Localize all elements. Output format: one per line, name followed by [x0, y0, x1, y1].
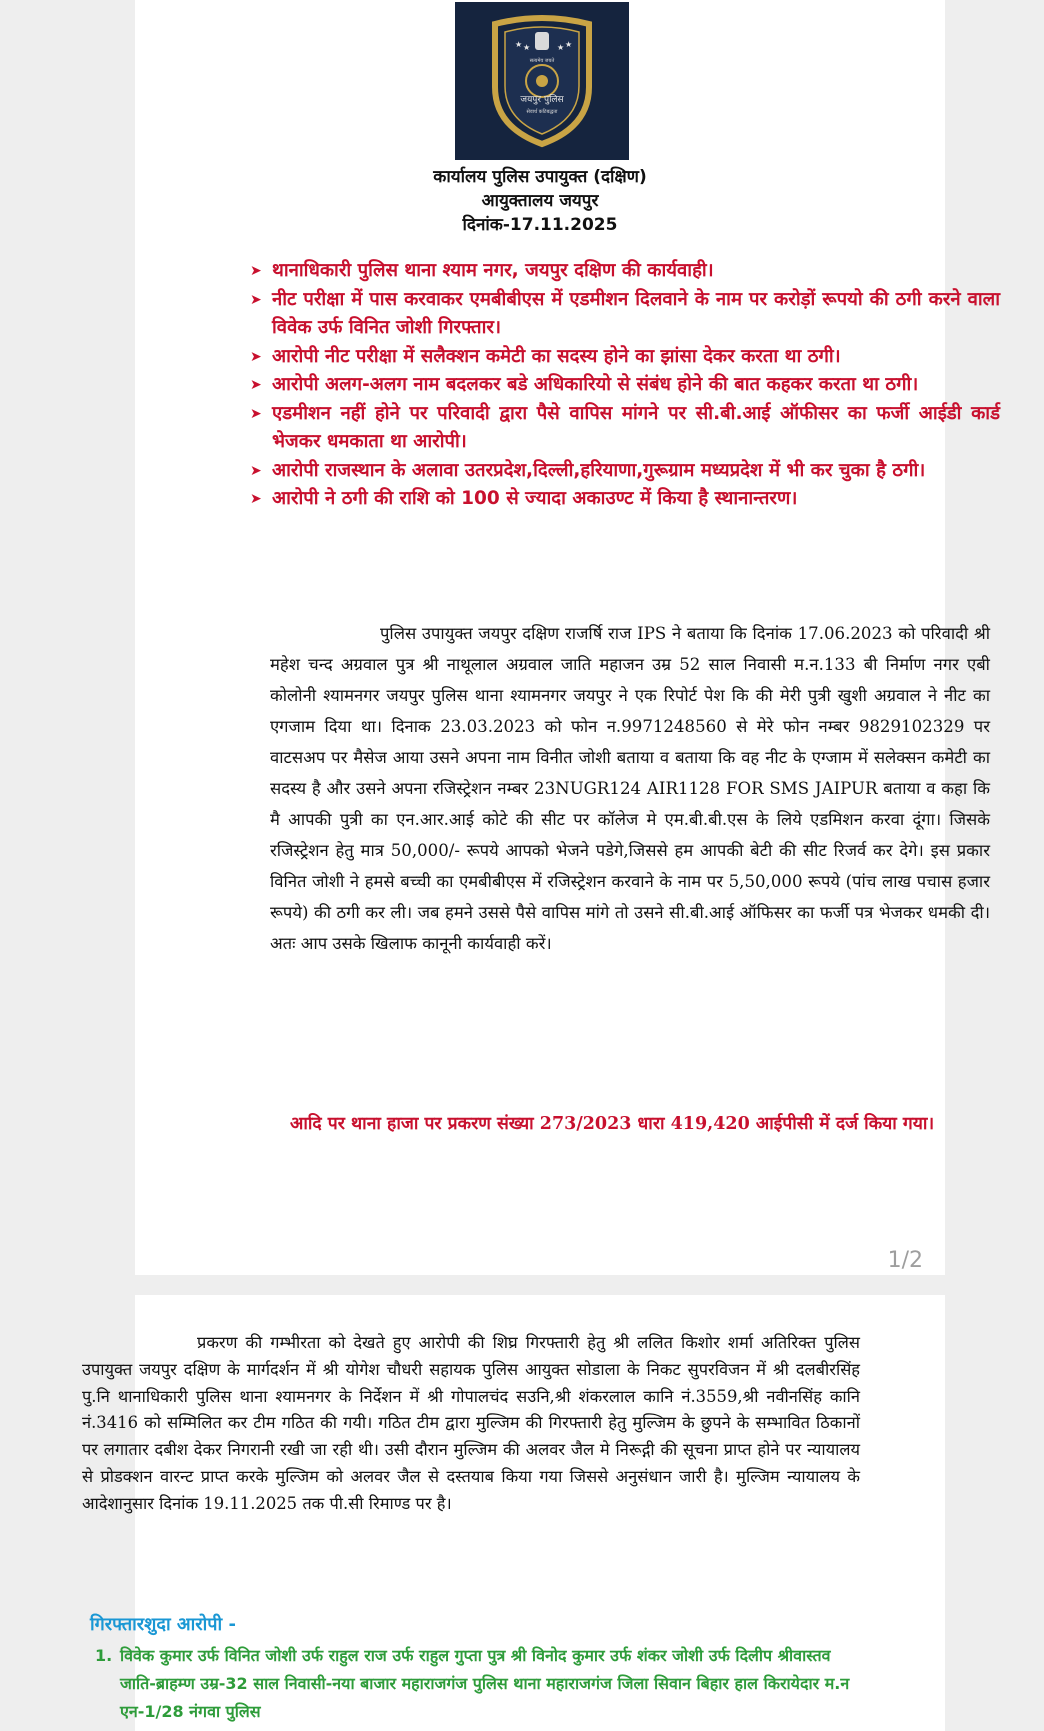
arrested-item-number: 1.	[95, 1646, 113, 1665]
arrested-list-item	[90, 1642, 860, 1726]
highlight-item: ➤ थानाधिकारी पुलिस थाना श्याम नगर, जयपुर दक्षिण की कार्यवाही।	[250, 257, 1000, 286]
logo-text-main: जयपुर पुलिस	[520, 95, 564, 105]
svg-text:★: ★	[557, 43, 565, 52]
logo-text-top: सत्यमेव जयते	[529, 58, 555, 64]
highlight-item: ➤ आरोपी नीट परीक्षा में सलैक्शन कमेटी का सदस्य होने का झांसा देकर करता था ठगी।	[250, 343, 1000, 372]
highlights-list	[250, 257, 1000, 514]
logo-text-bottom: सेवार्थ कटिबद्धता	[526, 109, 558, 115]
highlight-item: ➤ नीट परीक्षा में पास करवाकर एमबीबीएस में एडमीशन दिलवाने के नाम पर करोड़ों रूपयो की ठगी करने वाला विवेक उर्फ विनित जोशी गिरफ्तार।	[250, 286, 1000, 343]
arrow-bullet-icon: ➤	[250, 263, 262, 279]
arrow-bullet-icon: ➤	[250, 462, 262, 479]
document-date: दिनांक-17.11.2025	[462, 215, 618, 235]
arrow-bullet-icon: ➤	[250, 291, 262, 308]
highlight-item: ➤ आरोपी राजस्थान के अलावा उतरप्रदेश,दिल्ली,हरियाणा,गुरूग्राम मध्यप्रदेश में भी कर चुका है ठगी।	[250, 457, 1000, 486]
svg-text:★: ★	[523, 43, 531, 52]
investigation-paragraph: प्रकरण की गम्भीरता को देखते हुए आरोपी की शिघ्र गिरफ्तारी हेतु श्री ललित किशोर शर्मा अतिरिक्त पुलिस उपायुक्त जयपुर दक्षिण के मार्गदर्शन में श्री योगेश चौधरी सहायक पुलिस आयुक्त सोडाला के निकट सुपरविजन में श्री दलबीरसिंह पु.नि थानाधिकारी पुलिस थाना श्यामनगर के निर्देशन में श्री गोपालचंद सउनि,श्री शंकरलाल कानि नं.3559,श्री नवीनसिंह कानि नं.3416 को सम्मिलित कर टीम गठित की गयी। गठित टीम द्वारा मुल्जिम की गिरफ्तारी हेतु मुल्जिम के छुपने के सम्भावित ठिकानों पर लगातार दबीश देकर निगरानी रखी जा रही थी। उसी दौरान मुल्जिम की अलवर जैल मे निरूद्गी की सूचना प्राप्त होने पर न्यायालय से प्रोडक्शन वारन्ट प्राप्त करके मुल्जिम को अलवर जैल से दस्तयाब किया गया जिससे अनुसंधान जारी है। मुल्जिम न्यायालय के आदेशानुसार दिनांक 19.11.2025 तक पी.सी रिमाण्ड पर है।	[82, 1333, 860, 1513]
jaipur-police-badge-icon	[455, 2, 629, 160]
highlight-item: ➤ आरोपी ने ठगी की राशि को 100 से ज्यादा अकाउण्ट में किया है स्थानान्तरण।	[250, 485, 1000, 514]
complaint-paragraph: पुलिस उपायुक्त जयपुर दक्षिण राजर्षि राज IPS ने बताया कि दिनांक 17.06.2023 को परिवादी श्री महेश चन्द अग्रवाल पुत्र श्री नाथूलाल अग्रवाल जाति महाजन उम्र 52 साल निवासी म.न.133 बी निर्माण नगर एबी कोलोनी श्यामनगर जयपुर पुलिस थाना श्यामनगर जयपुर ने एक रिपोर्ट पेश कि की मेरी पुत्री खुशी अग्रवाल ने नीट का एगजाम दिया था। दिनाक 23.03.2023 को फोन न.9971248560 से मेरे फोन नम्बर 9829102329 पर वाटसअप पर मैसेज आया उसने अपना नाम विनीत जोशी बताया व बताया कि वह नीट के एग्जाम में सलेक्सन कमेटी का सदस्य है और उसने अपना रजिस्ट्रेशन नम्बर 23NUGR124 AIR1128 FOR SMS JAIPUR बताया व कहा कि मै आपकी पुत्री का एन.आर.आई कोटे की सीट पर कॉलेज मे एम.बी.बी.एस के लिये एडमिशन करवा दूंगा। जिसके रजिस्ट्रेशन हेतु मात्र 50,000/- रूपये आपको भेजने पडेगे,जिससे हम आपकी बेटी की सीट रिजर्व कर देगे। इस प्रकार विनित जोशी ने हमसे बच्ची का एमबीबीएस में रजिस्ट्रेशन करवाने के नाम पर 5,50,000 रूपये (पांच लाख पचास हजार रूपये) की ठगी कर ली। जब हमने उससे पैसे वापिस मांगे तो उसने सी.बी.आई ऑफिसर का फर्जी पत्र भेजकर धमकी दी। अतः आप उसके खिलाफ कानूनी कार्यवाही करें।	[270, 624, 990, 953]
case-registration-line: आदि पर थाना हाजा पर प्रकरण संख्या 273/2023 धारा 419,420 आईपीसी में दर्ज किया गया।	[290, 1114, 935, 1134]
jaipur-police-logo	[455, 2, 629, 160]
arrested-item-text: विवेक कुमार उर्फ विनित जोशी उर्फ राहुल राज उर्फ राहुल गुप्ता पुत्र श्री विनोद कुमार उर्फ शंकर जोशी उर्फ दिलीप श्रीवास्तव जाति-ब्राहम्ण उम्र-32 साल निवासी-नया बाजार महाराजगंज पुलिस थाना महाराजगंज जिला सिवान बिहार हाल किरायेदार म.न एन-1/28 नंगवा पुलिस	[120, 1646, 850, 1721]
commissionerate-title: आयुक्तालय जयपुर	[481, 191, 599, 211]
highlight-item: ➤ एडमीशन नहीं होने पर परिवादी द्वारा पैसे वापिस मांगने पर सी.बी.आई ऑफीसर का फर्जी आईडी कार्ड भेजकर धमकाता था आरोपी।	[250, 400, 1000, 457]
arrow-bullet-icon: ➤	[250, 348, 262, 365]
svg-text:★: ★	[565, 40, 573, 49]
arrow-bullet-icon: ➤	[250, 491, 262, 507]
office-title: कार्यालय पुलिस उपायुक्त (दक्षिण)	[433, 167, 647, 187]
arrow-bullet-icon: ➤	[250, 377, 262, 393]
page-indicator: 1/2	[887, 1248, 923, 1273]
arrested-heading: गिरफ्तारशुदा आरोपी -	[90, 1614, 236, 1635]
arrow-bullet-icon: ➤	[250, 405, 262, 422]
highlight-item: ➤ आरोपी अलग-अलग नाम बदलकर बडे अधिकारियो से संबंध होने की बात कहकर करता था ठगी।	[250, 371, 1000, 400]
svg-text:★: ★	[515, 40, 523, 49]
document-page-1	[135, 0, 1000, 1275]
